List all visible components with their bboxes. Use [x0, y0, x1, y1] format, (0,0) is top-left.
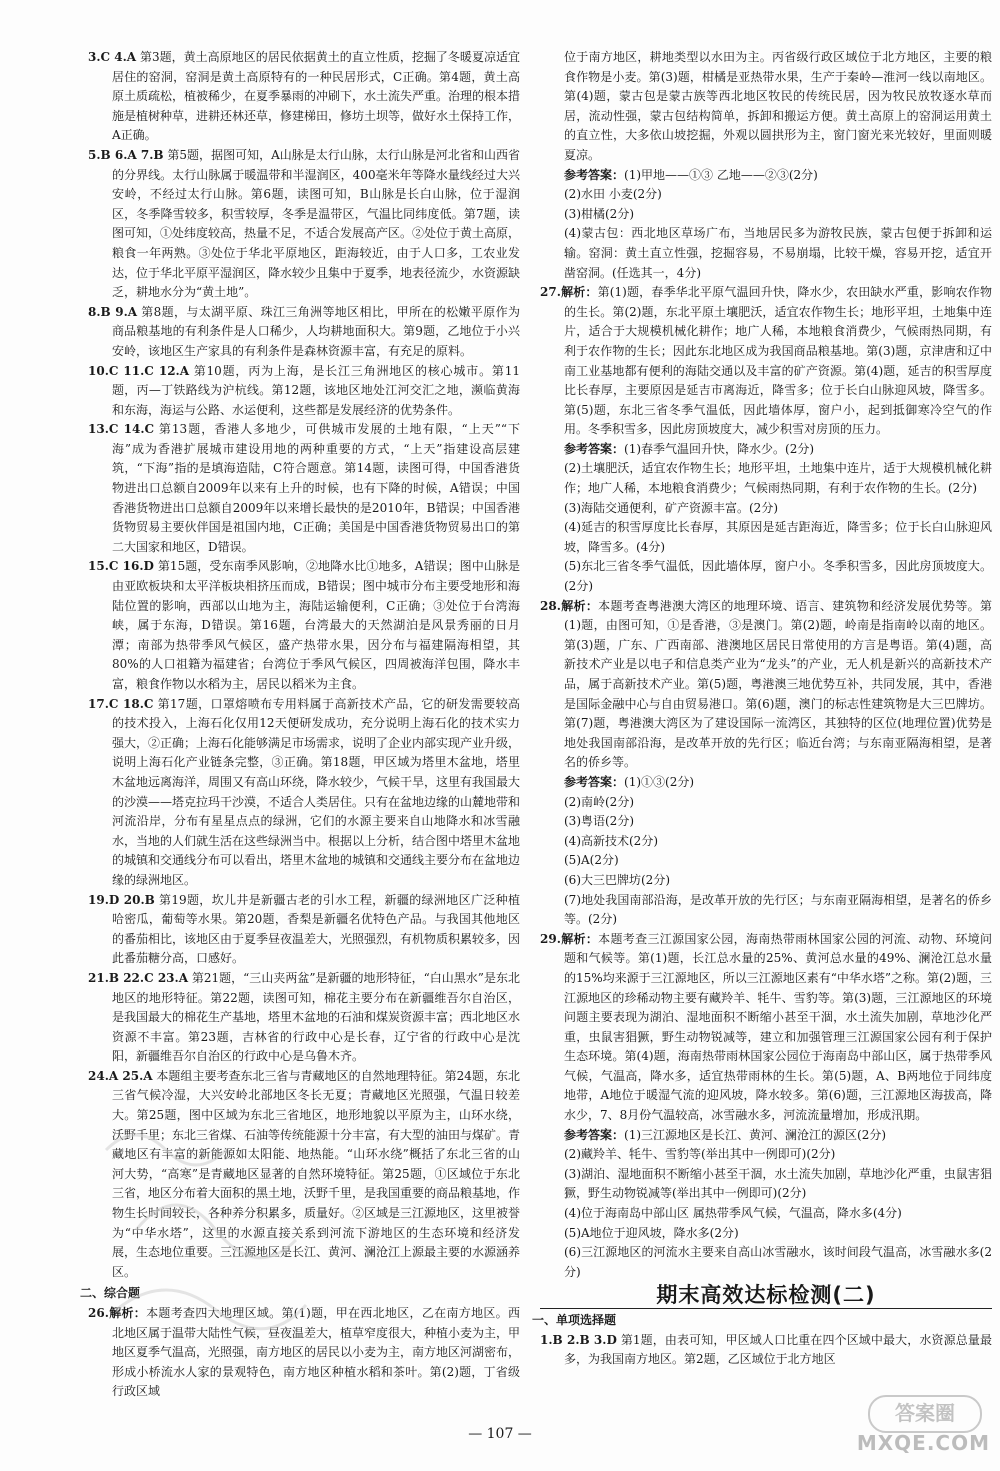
- answer-item: [88, 362, 520, 421]
- q28-answer-line: (2)南岭(2分): [564, 794, 634, 809]
- section-heading-comprehensive: 二、综合题: [80, 1286, 141, 1301]
- answer-item-number: 10.C 11.C 12.A: [88, 363, 190, 378]
- answer-item-number: 15.C 16.D: [88, 559, 154, 574]
- q27-label: 解析：: [560, 285, 598, 300]
- answer-item: [88, 146, 520, 303]
- q27-text: 第(1)题，春季华北平原气温回升快，降水少，农田缺水严重，影响农作物的生长。第(2)题，东北平原土壤肥沃，适宜农作物生长；地形平坦，土地集中连片，适合于大规模机械化耕作；地广人稀，本地粮食消费少，气候雨热同期，有利于农作物的生长；因此东北地区成为我国商品粮基地。第(3)题，京津唐和辽中南工业基地都有便利的海陆交通以及丰富的矿产资源。第(4)题，延吉的积雪厚度比长春厚，主要原因是延吉市离海近，降雪多；位于长白山脉迎风坡，降雪多。第(5)题，东北三省冬季气温低，因此墙体厚，窗户小，起到抵御寒冷空气的作用。冬季积雪多，因此房顶坡度大，减少积雪对房顶的压力。: [564, 285, 992, 437]
- q26-text: 本题考查四大地理区域。第(1)题，甲在西北地区，乙在南方地区。西北地区属于温带大陆性气候，昼夜温差大，植草窄度很大，种植小麦为主，甲地区夏季气温高，光照强，南方地区的居民以小麦为主，南方地区河湖密布，形成小桥流水人家的景观特色，南方地区种植水稻和茶叶。第(2)题，丁省级行政区域: [112, 1306, 521, 1399]
- q27-answer-line: (4)延吉的积雪厚度比长春厚，其原因是延吉距海近，降雪多；位于长白山脉迎风坡，降雪多。(4分): [564, 520, 992, 554]
- q27-answer-label: 参考答案：: [564, 441, 625, 456]
- answer-item: [88, 557, 520, 694]
- q28-answer-line: (3)粤语(2分): [564, 814, 634, 829]
- q26-answer-line: (3)柑橘(2分): [564, 206, 634, 221]
- q28-answer: [540, 773, 992, 930]
- answer-item: [88, 695, 520, 891]
- watermark-site: MXQE.COM: [856, 1431, 990, 1455]
- answer-item: [88, 420, 520, 557]
- q26-answer: [540, 166, 992, 284]
- q27-answer: [540, 440, 992, 597]
- answer-item-text: 第3题，黄土高原地区的居民依据黄土的直立性质，挖掘了冬暖夏凉适宜居住的窑洞，窑洞是黄土高原特有的一种民居形式，C正确。第4题，黄土高原土质疏松，植被稀少，在夏季暴雨的冲刷下，水土流失严重。治理的根本措施是植树种草，进耕还林还草，修建梯田，修坊土坝等，做好水土保持工作，A正确。: [112, 50, 521, 143]
- last-answer-item: [540, 1331, 992, 1370]
- right-questions: [540, 283, 992, 1282]
- q27-number: 27.: [540, 285, 561, 300]
- q26-number: 26.: [88, 1306, 109, 1320]
- q29-answer-line-0: (1)三江源地区是长江、黄河、澜沧江的源区(2分): [624, 1127, 887, 1142]
- q27-block: [540, 283, 992, 597]
- last-item-number: 1.B 2.B 3.D: [540, 1332, 617, 1347]
- watermark-logo: [856, 1395, 990, 1455]
- answer-item-text: 第13题，香港人多地少，可供城市发展的土地有限，“上天”“下海”成为香港扩展城市建设用地的两种重要的方式，“上天”指建设高层建筑，“下海”指的是填海造陆，C符合题意。第14题，读图可得，中国香港货物进出口总额自2009年以来有上升的时候，也有下降的时候，A错误；中国香港货物进出口总额自2009年以来增长最快的是2010年，B错误；中国香港货物贸易主要伙伴国是祖国内地，C正确；美国是中国香港货物贸易出口的第二大国家和地区，D错误。: [112, 422, 520, 554]
- answer-item-text: 第5题，据图可知，A山脉是太行山脉，太行山脉是河北省和山西省的分界线。太行山脉属于暖温带和半湿润区，400毫米年等降水量线经过大兴安岭，不经过太行山脉。第6题，读图可知，B山脉是长白山脉，位于湿润区，冬季降雪较多，积雪较厚，冬季是温带区，气温比同纬度低。第7题，读图可知，①处纬度较高，热量不足，不适合发展高产区。②处位于黄土高原，粮食一年两熟。③处位于华北平原地区，距海较近，由于人口多，工农业发达，位于华北平原平湿润区，降水较少且集中于夏季，地表径流少，水资源缺乏，耕地水分为“黄土地”。: [112, 147, 521, 300]
- q26-right-text: 位于南方地区，耕地类型以水田为主。丙省级行政区域位于北方地区，主要的粮食作物是小麦。第(3)题，柑橘是亚热带水果，生产于秦岭—淮河一线以南地区。第(4)题，蒙古包是蒙古族等西北地区牧民的传统民居，因为牧民放牧逐水草而居，流动性强，蒙古包结构简单，拆卸和搬运方便。黄土高原上的窑洞运用黄土的直立性，大多依山坡挖掘，外观以圆拱形为主，窗门窗光来光较好，里面则暖夏凉。: [564, 50, 992, 162]
- answer-item-text: 本题组主要考查东北三省与青藏地区的自然地理特征。第24题，东北三省气候冷湿，大兴安岭北部地区冬长无夏；青藏地区光照强，气温日较差大。第25题，图中区域为东北三省地区，地形地貌以平原为主，山环水绕，沃野千里；东北三省煤、石油等传统能源十分丰富，有大型的油田与煤矿。青藏地区有丰富的新能源如太阳能、地热能。“山环水绕”概括了东北三省的山河大势，“高寒”是青藏地区显著的自然环境特征。第25题，①区域位于东北三省，地区分布着大面积的黑土地，沃野千里，是我国重要的商品粮基地，作物生长时间较长，各种养分积累多，质量好。②区域是三江源地区，这里被誉为“中华水塔”，这里的水源直接关系到河流下游地区的生态环境和经济发展，生态地位重要。三江源地区是长江、黄河、澜沧江上源最主要的水源涵养区。: [112, 1068, 521, 1279]
- answer-item-number: 21.B 22.C 23.A: [88, 970, 189, 985]
- q28-number: 28.: [540, 598, 561, 613]
- q28-answer-line-0: (1)①③(2分): [624, 774, 695, 789]
- q27-answer-line: (3)海陆交通便利，矿产资源丰富。(2分): [564, 500, 778, 515]
- answer-item-text: 第19题，坎儿井是新疆古老的引水工程，新疆的绿洲地区广泛种植哈密瓜，葡萄等水果。第20题，香梨是新疆名优特色产品。与我国其他地区的番茄相比，该地区由于夏季昼夜温差大，光照强烈，有机物质积累较多，因此番茄糖分高，口感好。: [112, 892, 521, 966]
- q29-answer-line: (2)藏羚羊、牦牛、雪豹等(举出其中一例即可)(2分): [564, 1147, 836, 1162]
- answer-item-number: 5.B 6.A 7.B: [88, 147, 164, 162]
- q29-analysis: [540, 930, 992, 1126]
- answer-item: [88, 1067, 520, 1283]
- q27-answer-line: (5)东北三省冬季气温低，因此墙体厚，窗户小。冬季积雪多，因此房顶坡度大。(2分): [564, 559, 992, 594]
- q28-answer-line: (7)地处我国南部沿海，是改革开放的先行区；与东南亚隔海相望，是著名的侨乡等。(2分): [564, 892, 992, 927]
- answer-item-text: 第8题，与太湖平原、珠江三角洲等地区相比，甲所在的松嫩平原作为商品粮基地的有利条件是人口稀少，人均耕地面积大。第9题，乙地位于小兴安岭，该地区生产家具的有利条件是森林资源丰富，有充足的原料。: [112, 304, 520, 358]
- answer-item-number: 8.B 9.A: [88, 304, 138, 319]
- q29-answer-line: (4)位于海南岛中部山区 属热带季风气候，气温高，降水多(4分): [564, 1206, 902, 1221]
- q29-answer-label: 参考答案：: [564, 1127, 625, 1142]
- answer-item: [88, 891, 520, 969]
- q28-analysis: [540, 597, 992, 773]
- q26-analysis: [88, 1304, 520, 1402]
- q28-block: [540, 597, 992, 930]
- answer-item-number: 17.C 18.C: [88, 696, 154, 711]
- q29-answer-line: (5)A地位于迎风坡，降水多(2分): [564, 1225, 739, 1240]
- q29-number: 29.: [540, 931, 561, 946]
- q29-label: 解析：: [560, 931, 599, 946]
- answer-item-number: 19.D 20.B: [88, 892, 155, 907]
- q29-answer-line: (3)湖泊、湿地面积不断缩小甚至干涸，水土流失加剧，草地沙化严重，虫鼠害猖獗，野生动物锐减等(举出其中一例即可)(2分): [564, 1166, 992, 1201]
- answer-item-text: 第15题，受东南季风影响，②地降水比①地多，A错误；图中山脉是由亚欧板块和太平洋板块相挤压而成，B错误；图中城市分布主要受地形和海陆位置的影响，西部以山地为主，海陆运输便利，C正确；③处位于台湾海峡，属于东海，D错误。第16题，台湾最大的天然湖泊是风景秀丽的日月潭；南部为热带季风气候区，盛产热带水果，因分布与福建隔海相望，其80%的人口祖籍为福建省；台湾位于季风气候区，四周被海洋包围，降水丰富，粮食作物以水稻为主，居民以稻米为主食。: [112, 559, 520, 691]
- q28-answer-line: (6)大三巴牌坊(2分): [564, 872, 670, 887]
- section-title-final-test-2: 期末高效达标检测(二): [656, 1283, 876, 1308]
- q29-answer: [540, 1126, 992, 1283]
- q26-label: 解析：: [108, 1306, 147, 1320]
- watermark-seal: 答案圈: [868, 1395, 982, 1433]
- answer-item-number: 13.C 14.C: [88, 422, 155, 437]
- q29-text: 本题考查三江源国家公园，海南热带雨林国家公园的河流、动物、环境问题和气候等。第(1)题，长江总水量的25%、黄河总水量的49%、澜沧江总水量的15%均来源于三江源地区，所以三江源地区素有“中华水塔”之称。第(2)题，三江源地区的珍稀动物主要有藏羚羊、牦牛、雪豹等。第(3)题，三江源地区的环境问题主要表现为湖泊、湿地面积不断缩小甚至干涸，水土流失加剧，草地沙化严重，虫鼠害猖獗，野生动物锐减等，建立和加强管理三江源国家公园有利于保护生态环境。第(4)题，海南热带雨林国家公园位于海南岛中部山区，属于热带季风气候，气温高，降水多，适宜热带雨林的生长。第(5)题，A、B两地位于同纬度地带，A地位于暖湿气流的迎风坡，降水较多。第(6)题，三江源地区海拔高，降水少，7、8月份气温较高，冰雪融水多，河流流量增加，形成汛期。: [564, 931, 992, 1123]
- answer-item-text: 第10题，丙为上海，是长江三角洲地区的核心城市。第11题，丙—丁铁路线为沪杭线。第12题，该地区地处江河交汇之地，濒临黄海和东海，海运与公路、水运便利，这些都是发展经济的优势条件。: [112, 363, 520, 417]
- section-heading-single-choice: 一、单项选择题: [532, 1313, 617, 1327]
- q29-block: [540, 930, 992, 1283]
- q26-answer-line-0: (1)甲地——①③ 乙地——②③(2分): [624, 167, 818, 182]
- answer-item-number: 24.A 25.A: [88, 1068, 153, 1083]
- q28-text: 本题考查粤港澳大湾区的地理环境、语言、建筑物和经济发展优势等。第(1)题，由图可知，①是香港，③是澳门。第(2)题，岭南是指南岭以南的地区。第(3)题，广东、广西南部、港澳地区居民日常使用的方言是粤语。第(4)题，高新技术产业是以电子和信息类产业为“龙头”的产业，无人机是新兴的高新技术产品，属于高新技术产业。第(5)题，粤港澳三地优势互补，共同发展，其中，香港是国际金融中心与自由贸易港口。第(6)题，澳门的标志性建筑物是大三巴牌坊。第(7)题，粤港澳大湾区为了建设国际一流湾区，其独特的区位(地理位置)优势是地处我国南部沿海，是改革开放的先行区；临近台湾；与东南亚隔海相望，是著名的侨乡等。: [564, 598, 992, 770]
- answer-item: [88, 969, 520, 1067]
- q28-answer-line: (4)高新技术(2分): [564, 833, 658, 848]
- answer-item: [88, 48, 520, 146]
- q27-answer-line: (2)土壤肥沃，适宜农作物生长；地形平坦，土地集中连片，适于大规模机械化耕作；地广人稀，本地粮食消费少；气候雨热同期，有利于农作物的生长。(2分): [564, 461, 992, 496]
- q26-continuation: [540, 48, 992, 283]
- q28-label: 解析：: [560, 598, 599, 613]
- page-number: — 107 —: [468, 1426, 532, 1442]
- answer-item-number: 3.C 4.A: [88, 50, 137, 64]
- q28-answer-label: 参考答案：: [564, 774, 625, 789]
- answer-item-text: 第21题，“三山夹两盆”是新疆的地形特征，“白山黑水”是东北地区的地形特征。第22题，读图可知，棉花主要分布在新疆维吾尔自治区，是我国最大的棉花生产基地，塔里木盆地的石油和煤炭资源丰富；西北地区水资源不丰富。第23题，吉林省的行政中心是长春，辽宁省的行政中心是沈阳，新疆维吾尔自治区的行政中心是乌鲁木齐。: [112, 970, 521, 1064]
- title-divider: [540, 1308, 992, 1309]
- q27-answer-line-0: (1)春季气温回升快，降水少。(2分): [624, 441, 815, 456]
- answer-item-text: 第17题，口罩熔喷布专用料属于高新技术产品，它的研发需要较高的技术投入，上海石化仅用12天便研发成功，充分说明上海石化的技术实力强大，②正确；上海石化能够满足市场需求，说明了企业内部实现产业升级，说明上海石化产业链条完整，③正确。第18题，甲区域为塔里木盆地，塔里木盆地远离海洋，周围又有高山环绕，降水较少，气候干旱，这里有我国最大的沙漠——塔克拉玛干沙漠，不适合人类居住。只有在盆地边缘的山麓地带和河流沿岸，分布有星星点点的绿洲，它们的水源主要来自山地降水和冰雪融水，当地的人们就生活在这些绿洲当中。根据以上分析，结合图中塔里木盆地的城镇和交通线分布可以看出，塔里木盆地的城镇和交通线主要分布在盆地边缘的绿洲地区。: [112, 696, 521, 887]
- answer-item: [88, 303, 520, 362]
- q28-answer-line: (5)A(2分): [564, 853, 619, 868]
- right-column: [532, 48, 992, 1370]
- q27-analysis: [540, 283, 992, 440]
- left-column: [80, 48, 521, 1402]
- q29-answer-line: (6)三江源地区的河流水主要来自高山冰雪融水，该时间段气温高，冰雪融水多(2分): [564, 1245, 992, 1279]
- last-item-text: 第1题，由表可知，甲区域人口比重在四个区域中最大，水资源总量最多，为我国南方地区。第2题，乙区域位于北方地区: [564, 1332, 992, 1367]
- q26-answer-label: 参考答案：: [564, 167, 625, 182]
- q26-answer-line: (4)蒙古包：西北地区草场广布，当地居民多为游牧民族，蒙古包便于拆卸和运输。窑洞：黄土直立性强，挖掘容易，不易崩塌，比较干燥，容易开挖，适宜开凿窑洞。(任选其一，4分): [564, 226, 992, 280]
- q26-answer-line: (2)水田 小麦(2分): [564, 187, 662, 202]
